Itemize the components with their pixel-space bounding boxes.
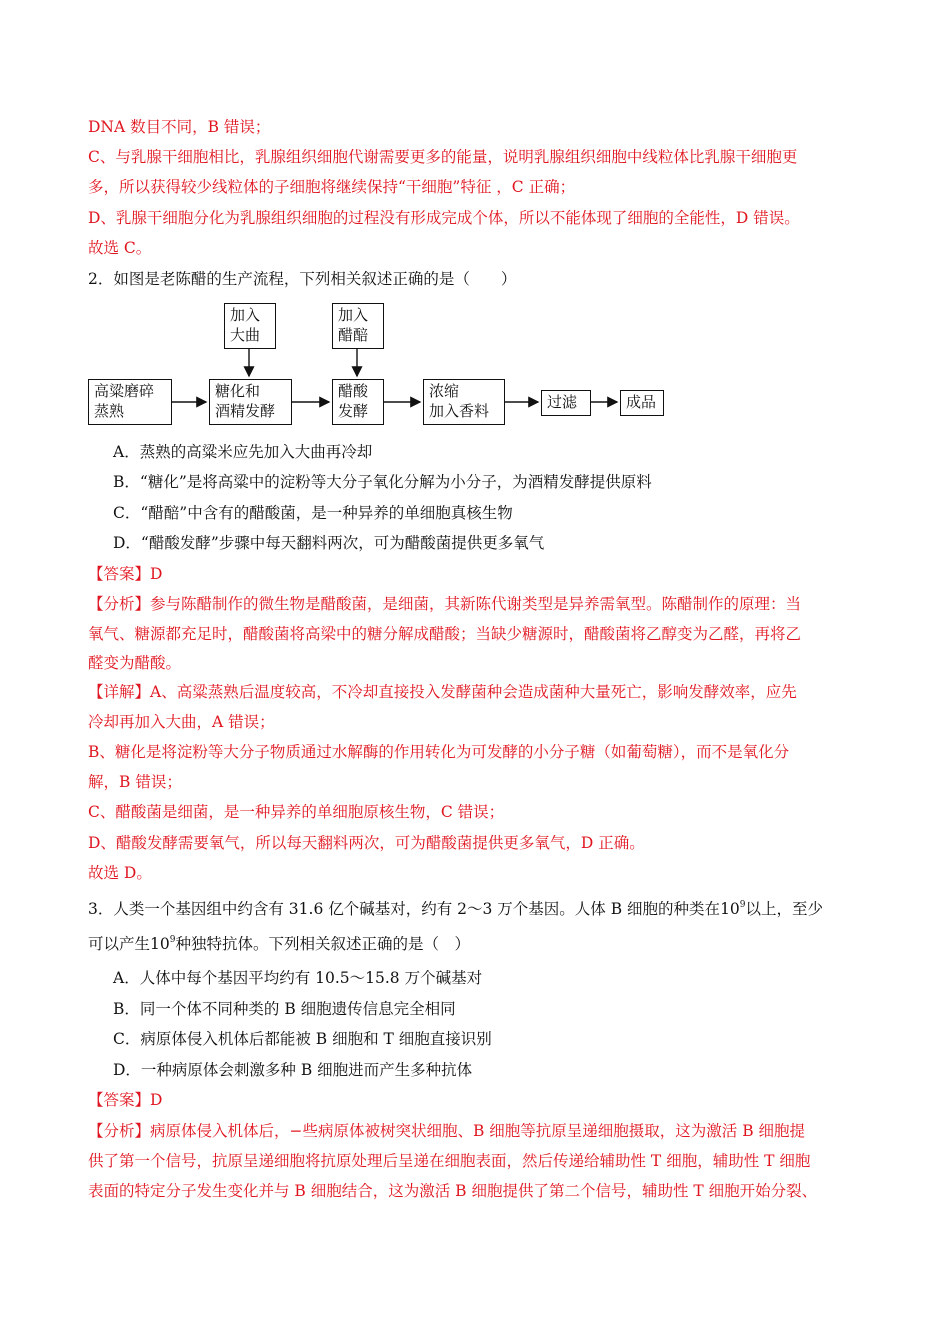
question-3-option-b: B．同一个体不同种类的 B 细胞遗传信息完全相同	[113, 1000, 456, 1018]
continuation-conclusion: 故选 C。	[88, 239, 152, 257]
question-2-answer: 【答案】D	[88, 565, 163, 583]
question-2-option-d: D．“醋酸发酵”步骤中每天翻料两次，可为醋酸菌提供更多氧气	[113, 534, 545, 552]
question-2-detail: B、糖化是将淀粉等大分子物质通过水解酶的作用转化为可发酵的小分子糖（如葡萄糖），而不是氧化分	[88, 743, 790, 761]
continuation-line: DNA 数目不同，B 错误；	[88, 118, 271, 136]
question-2-option-b: B．“糖化”是将高粱中的淀粉等大分子氧化分解为小分子，为酒精发酵提供原料	[113, 473, 652, 491]
flow-box-step-2: 糖化和 酒精发酵	[209, 379, 292, 425]
question-3-option-d: D．一种病原体会刺激多种 B 细胞进而产生多种抗体	[113, 1061, 473, 1079]
question-2-detail: 【详解】A、高粱蒸熟后温度较高，不冷却直接投入发酵菌种会造成菌种大量死亡，影响发酵效率，应先	[88, 683, 797, 701]
flow-box-step-1: 高粱磨碎 蒸熟	[88, 379, 172, 425]
flow-box-add-cupei: 加入 醋醅	[332, 303, 384, 349]
flow-box-step-6: 成品	[620, 390, 664, 416]
stem-text: 可以产生	[88, 935, 151, 953]
question-2-detail: D、醋酸发酵需要氧气，所以每天翻料两次，可为醋酸菌提供更多氧气，D 正确。	[88, 834, 645, 852]
flow-box-add-daqu: 加入 大曲	[224, 303, 276, 349]
flow-box-step-3: 醋酸 发酵	[332, 379, 384, 425]
power-exponent: 9	[169, 935, 176, 945]
stem-text: 以上，至少	[745, 900, 824, 918]
question-3-analysis: 供了第一个信号，抗原呈递细胞将抗原处理后呈递在细胞表面，然后传递给辅助性 T 细胞，辅助性 T 细胞	[88, 1152, 811, 1170]
flowchart-arrows	[0, 0, 950, 440]
question-2-detail: 解，B 错误；	[88, 773, 182, 791]
power-base: 10	[150, 935, 170, 953]
continuation-line: D、乳腺干细胞分化为乳腺组织细胞的过程没有形成完成个体，所以不能体现了细胞的全能性，D 错误。	[88, 209, 800, 227]
question-2-analysis: 氧气、糖源都充足时，醋酸菌将高梁中的糖分解成醋酸；当缺少糖源时，醋酸菌将乙醇变为乙醛，再将乙	[88, 625, 802, 643]
flow-box-step-5: 过滤	[541, 390, 591, 416]
question-3-analysis: 【分析】病原体侵入机体后，−些病原体被树突状细胞、B 细胞等抗原呈递细胞摄取，这为激活 B 细胞提	[88, 1122, 806, 1140]
question-2-option-c: C．“醋醅”中含有的醋酸菌，是一种异养的单细胞真核生物	[113, 504, 513, 522]
continuation-line: 多，所以获得较少线粒体的子细胞将继续保持“干细胞”特征 ，C 正确；	[88, 178, 576, 196]
stem-text: 3．人类一个基因组中约含有 31.6 亿个碱基对，约有 2～3 万个基因。人体 B 细胞的种类在	[88, 900, 721, 918]
question-3-stem-line-2	[88, 933, 868, 955]
question-2-option-a: A．蒸熟的高粱米应先加入大曲再冷却	[113, 443, 373, 461]
question-2-analysis: 【分析】参与陈醋制作的微生物是醋酸菌，是细菌，其新陈代谢类型是异养需氧型。陈醋制作的原理：当	[88, 595, 802, 613]
question-2-stem: 2．如图是老陈醋的生产流程，下列相关叙述正确的是（ ）	[88, 270, 517, 288]
question-2-analysis: 醛变为醋酸。	[88, 654, 182, 672]
power-base: 10	[720, 900, 740, 918]
flow-box-step-4: 浓缩 加入香料	[423, 379, 505, 425]
continuation-line: C、与乳腺干细胞相比，乳腺组织细胞代谢需要更多的能量，说明乳腺组织细胞中线粒体比乳腺干细胞更	[88, 148, 798, 166]
question-3-stem-line-1	[88, 898, 868, 920]
question-3-answer: 【答案】D	[88, 1091, 163, 1109]
question-3-analysis: 表面的特定分子发生变化并与 B 细胞结合，这为激活 B 细胞提供了第二个信号，辅助性 T 细胞开始分裂、	[88, 1182, 818, 1200]
question-3-option-a: A．人体中每个基因平均约有 10.5～15.8 万个碱基对	[113, 969, 483, 987]
power-exponent: 9	[739, 900, 746, 910]
question-2-detail: C、醋酸菌是细菌，是一种异养的单细胞原核生物，C 错误；	[88, 803, 505, 821]
question-2-conclusion: 故选 D。	[88, 864, 152, 882]
question-3-option-c: C．病原体侵入机体后都能被 B 细胞和 T 细胞直接识别	[113, 1030, 492, 1048]
question-2-detail: 冷却再加入大曲，A 错误；	[88, 713, 275, 731]
stem-text: 种独特抗体。下列相关叙述正确的是（ ）	[175, 935, 470, 953]
